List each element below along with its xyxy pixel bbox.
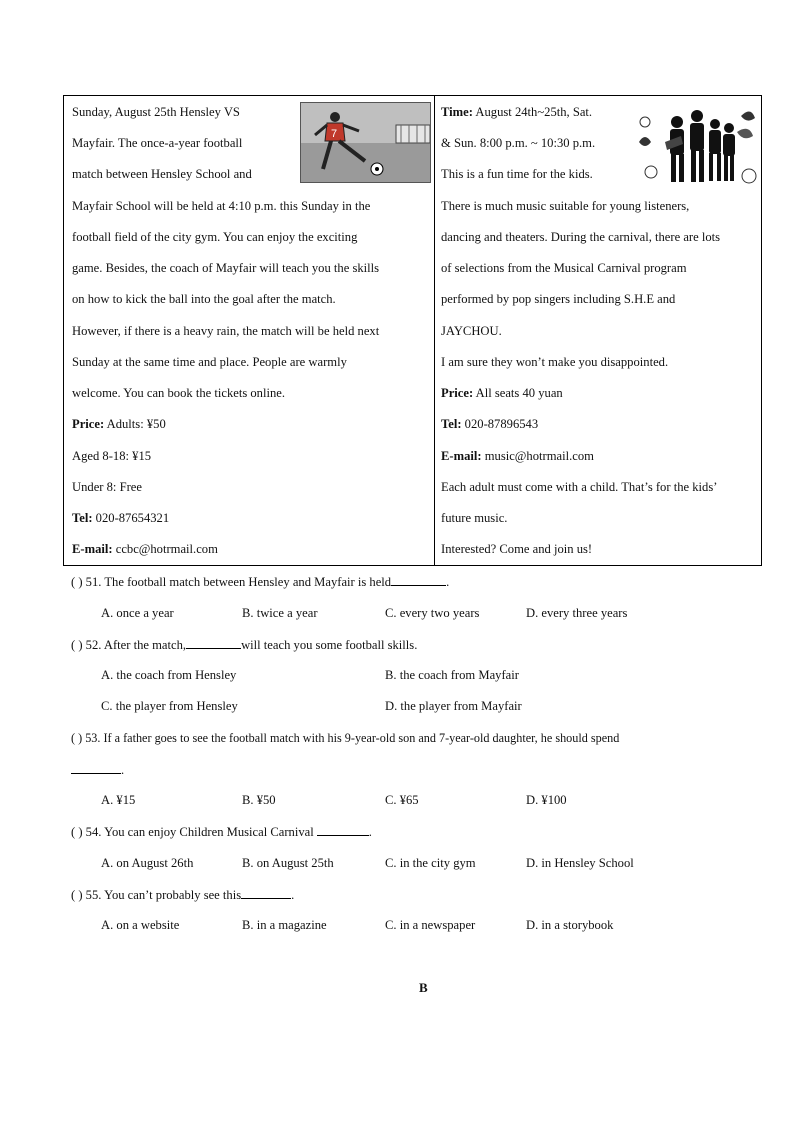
question-stem: ( ) 51. The football match between Hensley and Mayfair is held	[71, 575, 392, 589]
price-label: Price:	[72, 417, 105, 431]
column-divider	[434, 96, 435, 565]
carnival-ad-line: This is a fun time for the kids.	[441, 167, 593, 181]
email-value: ccbc@hotrmail.com	[112, 542, 218, 556]
option-a: A. on August 26th	[101, 856, 194, 870]
football-email-line	[72, 541, 218, 557]
aged-price-line: Aged 8-18: ¥15	[72, 449, 152, 463]
question-end: .	[121, 763, 125, 777]
option-a: A. the coach from Hensley	[101, 668, 237, 682]
option-b: B. on August 25th	[242, 856, 334, 870]
question-53: ( ) 53. If a father goes to see the football match with his 9-year-old son and 7-year-old daughter, he should spend	[71, 731, 620, 745]
soccer-player-illustration	[301, 103, 430, 182]
carnival-price-line	[441, 385, 563, 401]
carnival-tel-line	[441, 416, 538, 432]
option-b: B. twice a year	[242, 606, 318, 620]
option-b: B. ¥50	[242, 793, 276, 807]
carnival-ad-line: of selections from the Musical Carnival program	[441, 261, 687, 275]
football-tel-line	[72, 510, 169, 526]
option-d: D. ¥100	[526, 793, 567, 807]
question-stem: ( ) 54. You can enjoy Children Musical Carnival	[71, 825, 314, 839]
football-ad-line: Sunday at the same time and place. People are warmly	[72, 355, 347, 369]
price-value: Adults: ¥50	[104, 417, 166, 431]
soccer-player-photo	[300, 102, 431, 183]
answer-blank[interactable]	[317, 823, 369, 836]
option-a: A. ¥15	[101, 793, 136, 807]
option-a: A. once a year	[101, 606, 174, 620]
carnival-ad-line: future music.	[441, 511, 508, 525]
carnival-ad-line: performed by pop singers including S.H.E and	[441, 292, 676, 306]
carnival-ad-line: JAYCHOU.	[441, 324, 502, 338]
football-ad-line: Sunday, August 25th Hensley VS	[72, 105, 240, 119]
question-stem: ( ) 52. After the match,	[71, 638, 187, 652]
question-55	[71, 886, 294, 903]
singers-silhouette-photo	[637, 102, 758, 186]
football-ad-line: However, if there is a heavy rain, the match will be held next	[72, 324, 380, 338]
carnival-ad-line: & Sun. 8:00 p.m. ~ 10:30 p.m.	[441, 136, 596, 150]
football-ad-line: match between Hensley School and	[72, 167, 252, 181]
football-ad-line: game. Besides, the coach of Mayfair will teach you the skills	[72, 261, 380, 275]
carnival-ad-line: There is much music suitable for young listeners,	[441, 199, 690, 213]
singers-illustration	[637, 102, 758, 186]
tel-value: 020-87896543	[461, 417, 539, 431]
tel-label: Tel:	[72, 511, 93, 525]
option-d: D. every three years	[526, 606, 628, 620]
question-end: .	[368, 825, 372, 839]
option-b: B. the coach from Mayfair	[385, 668, 519, 682]
carnival-ad-line: dancing and theaters. During the carnival, there are lots	[441, 230, 721, 244]
option-b: B. in a magazine	[242, 918, 327, 932]
answer-blank[interactable]	[71, 761, 121, 774]
time-value: August 24th~25th, Sat.	[472, 105, 593, 119]
question-52	[71, 636, 417, 653]
question-end: will teach you some football skills.	[241, 638, 418, 652]
email-label: E-mail:	[72, 542, 113, 556]
question-end: .	[446, 575, 450, 589]
option-c: C. in the city gym	[385, 856, 476, 870]
question-53-continued	[71, 761, 124, 778]
answer-blank[interactable]	[391, 573, 446, 586]
email-label: E-mail:	[441, 449, 482, 463]
football-ad-line: Mayfair. The once-a-year football	[72, 136, 243, 150]
option-d: D. in a storybook	[526, 918, 614, 932]
price-label: Price:	[441, 386, 474, 400]
carnival-ad-line: Interested? Come and join us!	[441, 542, 593, 556]
football-ad-line: welcome. You can book the tickets online.	[72, 386, 286, 400]
question-51	[71, 573, 449, 590]
section-b-heading: B	[419, 980, 428, 995]
time-label: Time:	[441, 105, 473, 119]
football-ad-line: Mayfair School will be held at 4:10 p.m. this Sunday in the	[72, 199, 371, 213]
option-d: D. the player from Mayfair	[385, 699, 522, 713]
carnival-time-line	[441, 104, 592, 120]
question-end: .	[291, 888, 295, 902]
price-value: All seats 40 yuan	[473, 386, 563, 400]
email-value: music@hotrmail.com	[481, 449, 594, 463]
tel-label: Tel:	[441, 417, 462, 431]
option-c: C. every two years	[385, 606, 480, 620]
question-stem: ( ) 55. You can’t probably see this	[71, 888, 242, 902]
football-ad-line: football field of the city gym. You can enjoy the exciting	[72, 230, 358, 244]
question-54	[71, 823, 372, 840]
option-d: D. in Hensley School	[526, 856, 634, 870]
under-price-line: Under 8: Free	[72, 480, 142, 494]
carnival-ad-line: I am sure they won’t make you disappointed.	[441, 355, 669, 369]
tel-value: 020-87654321	[92, 511, 170, 525]
carnival-email-line	[441, 448, 594, 464]
advertisement-table	[63, 95, 762, 566]
answer-blank[interactable]	[186, 636, 241, 649]
option-c: C. ¥65	[385, 793, 419, 807]
option-a: A. on a website	[101, 918, 180, 932]
football-price-line	[72, 416, 166, 432]
football-ad-line: on how to kick the ball into the goal after the match.	[72, 292, 336, 306]
option-c: C. in a newspaper	[385, 918, 476, 932]
carnival-ad-line: Each adult must come with a child. That’s for the kids’	[441, 480, 718, 494]
svg-text:7: 7	[331, 128, 338, 140]
option-c: C. the player from Hensley	[101, 699, 238, 713]
answer-blank[interactable]	[241, 886, 291, 899]
